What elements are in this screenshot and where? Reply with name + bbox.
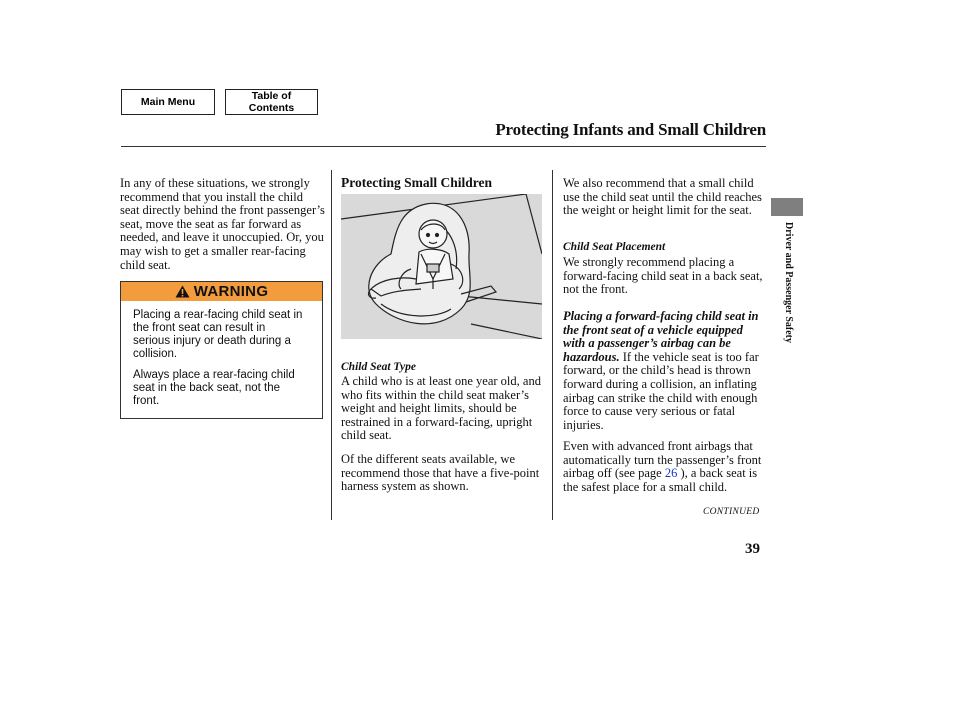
- warning-box: [120, 281, 323, 419]
- placement-paragraph: We strongly recommend placing a forward-facing child seat in a back seat, not the front.: [563, 255, 763, 297]
- five-point-harness-paragraph: Of the different seats available, we recommend those that have a five-point harness system as shown.: [341, 452, 540, 494]
- warning-text-1: Placing a rear-facing child seat in the front seat can result in serious injury or death during a collision.: [133, 309, 303, 360]
- page-number: 39: [745, 541, 760, 557]
- child-seat-type-subhead: Child Seat Type: [341, 361, 416, 373]
- seat-use-paragraph: We also recommend that a small child use the child seat until the child reaches the weight or height limit for the seat.: [563, 176, 762, 218]
- section-tab-marker: [771, 198, 803, 216]
- main-menu-button[interactable]: Main Menu: [121, 89, 215, 115]
- intro-paragraph: In any of these situations, we strongly recommend that you install the child seat directly behind the front passenger’s seat, move the seat as far forward as needed, and leave it unoccupied. Or, you may wish to get a smaller rear-facing child seat.: [120, 176, 325, 272]
- side-section-label: [782, 222, 796, 372]
- column-divider-right: [552, 170, 553, 520]
- warning-label: WARNING: [193, 283, 269, 300]
- child-seat-illustration: [341, 194, 542, 339]
- warning-header: [121, 282, 322, 301]
- page-26-link[interactable]: 26: [664, 466, 678, 481]
- front-seat-hazard-text: If the vehicle seat is too far forward, or the child’s head is thrown forward during a collision, an inflating airbag can strike the child with enough force to cause very serious or fatal injuries.: [563, 349, 759, 432]
- column-divider-left: [331, 170, 332, 520]
- side-section-label-text: Driver and Passenger Safety: [783, 222, 794, 344]
- warning-text-2: Always place a rear-facing child seat in the back seat, not the front.: [133, 369, 295, 407]
- child-seat-drawing: [341, 194, 542, 339]
- child-seat-type-paragraph: A child who is at least one year old, and who fits within the child seat maker’s weight and height limits, should be restrained in a forward-facing, upright child seat.: [341, 374, 541, 443]
- child-seat-placement-subhead: Child Seat Placement: [563, 241, 666, 253]
- front-seat-hazard-heading: Placing a forward-facing child seat in the front seat of a vehicle equipped with a passenger’s airbag can be hazardous.: [563, 309, 759, 364]
- section-heading: Protecting Small Children: [341, 175, 492, 190]
- continued-label: CONTINUED: [703, 507, 760, 517]
- title-divider: [121, 146, 766, 147]
- front-seat-hazard-paragraph: [563, 310, 768, 432]
- advanced-airbags-paragraph: [563, 440, 768, 494]
- advanced-airbags-text: Even with advanced front airbags that automatically turn the passenger’s front airbag off (see page: [563, 439, 762, 481]
- table-of-contents-button[interactable]: Table of Contents: [225, 89, 318, 115]
- warning-triangle-icon: [175, 285, 190, 298]
- advanced-airbags-text-end: ), a back seat is the safest place for a small child.: [563, 466, 758, 494]
- page-title: Protecting Infants and Small Children: [495, 120, 766, 139]
